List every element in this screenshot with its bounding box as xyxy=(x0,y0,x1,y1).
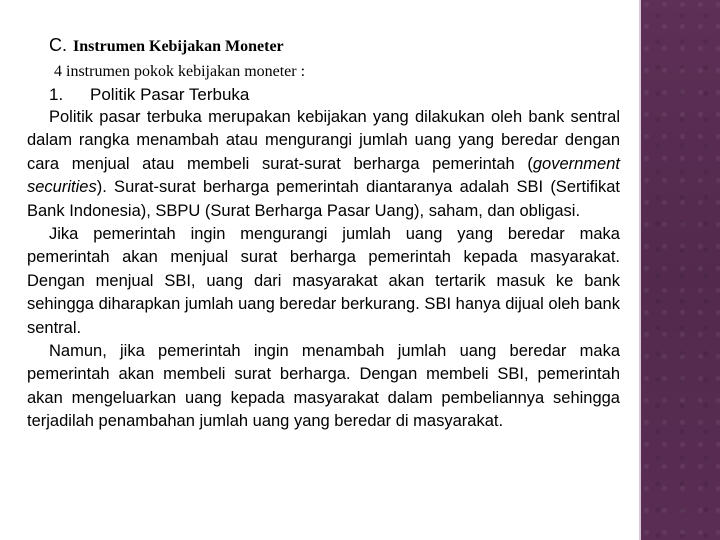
decorative-side-panel xyxy=(641,0,720,540)
paragraph-politik-pasar-terbuka xyxy=(27,106,620,223)
intro-line: 4 instrumen pokok kebijakan moneter : xyxy=(54,63,306,80)
paragraph-mengurangi-uang: Jika pemerintah ingin mengurangi jumlah uang yang beredar maka pemerintah akan menjual surat berharga pemerintah kepada masyarakat. Dengan menjual SBI, uang dari masyarakat akan tertarik masuk ke bank sehingga diharapkan jumlah uang beredar berkurang. SBI hanya dijual oleh bank sentral. xyxy=(27,225,620,337)
subheading-title: Politik Pasar Terbuka xyxy=(90,85,250,104)
section-heading xyxy=(49,34,620,58)
paragraph1-text-a: Politik pasar terbuka merupakan kebijakan yang dilakukan oleh bank sentral dalam rangka menambah atau mengurangi jumlah uang yang beredar dengan cara menjual atau membeli surat-surat berharga pemerintah ( xyxy=(27,108,620,173)
paragraph1-italic-term: government securities xyxy=(27,154,620,197)
paragraph-menambah-uang: Namun, jika pemerintah ingin menambah jumlah uang beredar maka pemerintah akan membeli surat berharga. Dengan membeli SBI, pemerintah akan mengeluarkan uang kepada masyarakat dalam pembeliannya sehingga terjadilah penambahan jumlah uang yang beredar di masyarakat. xyxy=(27,342,620,431)
subheading-number: 1. xyxy=(49,85,64,104)
paragraph1-text-b: ). Surat-surat berharga pemerintah diantaranya adalah SBI (Sertifikat Bank Indonesia), SBPU (Surat Berharga Pasar Uang), saham, dan obligasi. xyxy=(27,178,620,220)
slide-content xyxy=(27,34,620,434)
section-title: Instrumen Kebijakan Moneter xyxy=(73,38,284,55)
section-letter: C. xyxy=(49,35,67,55)
subheading xyxy=(49,84,620,106)
